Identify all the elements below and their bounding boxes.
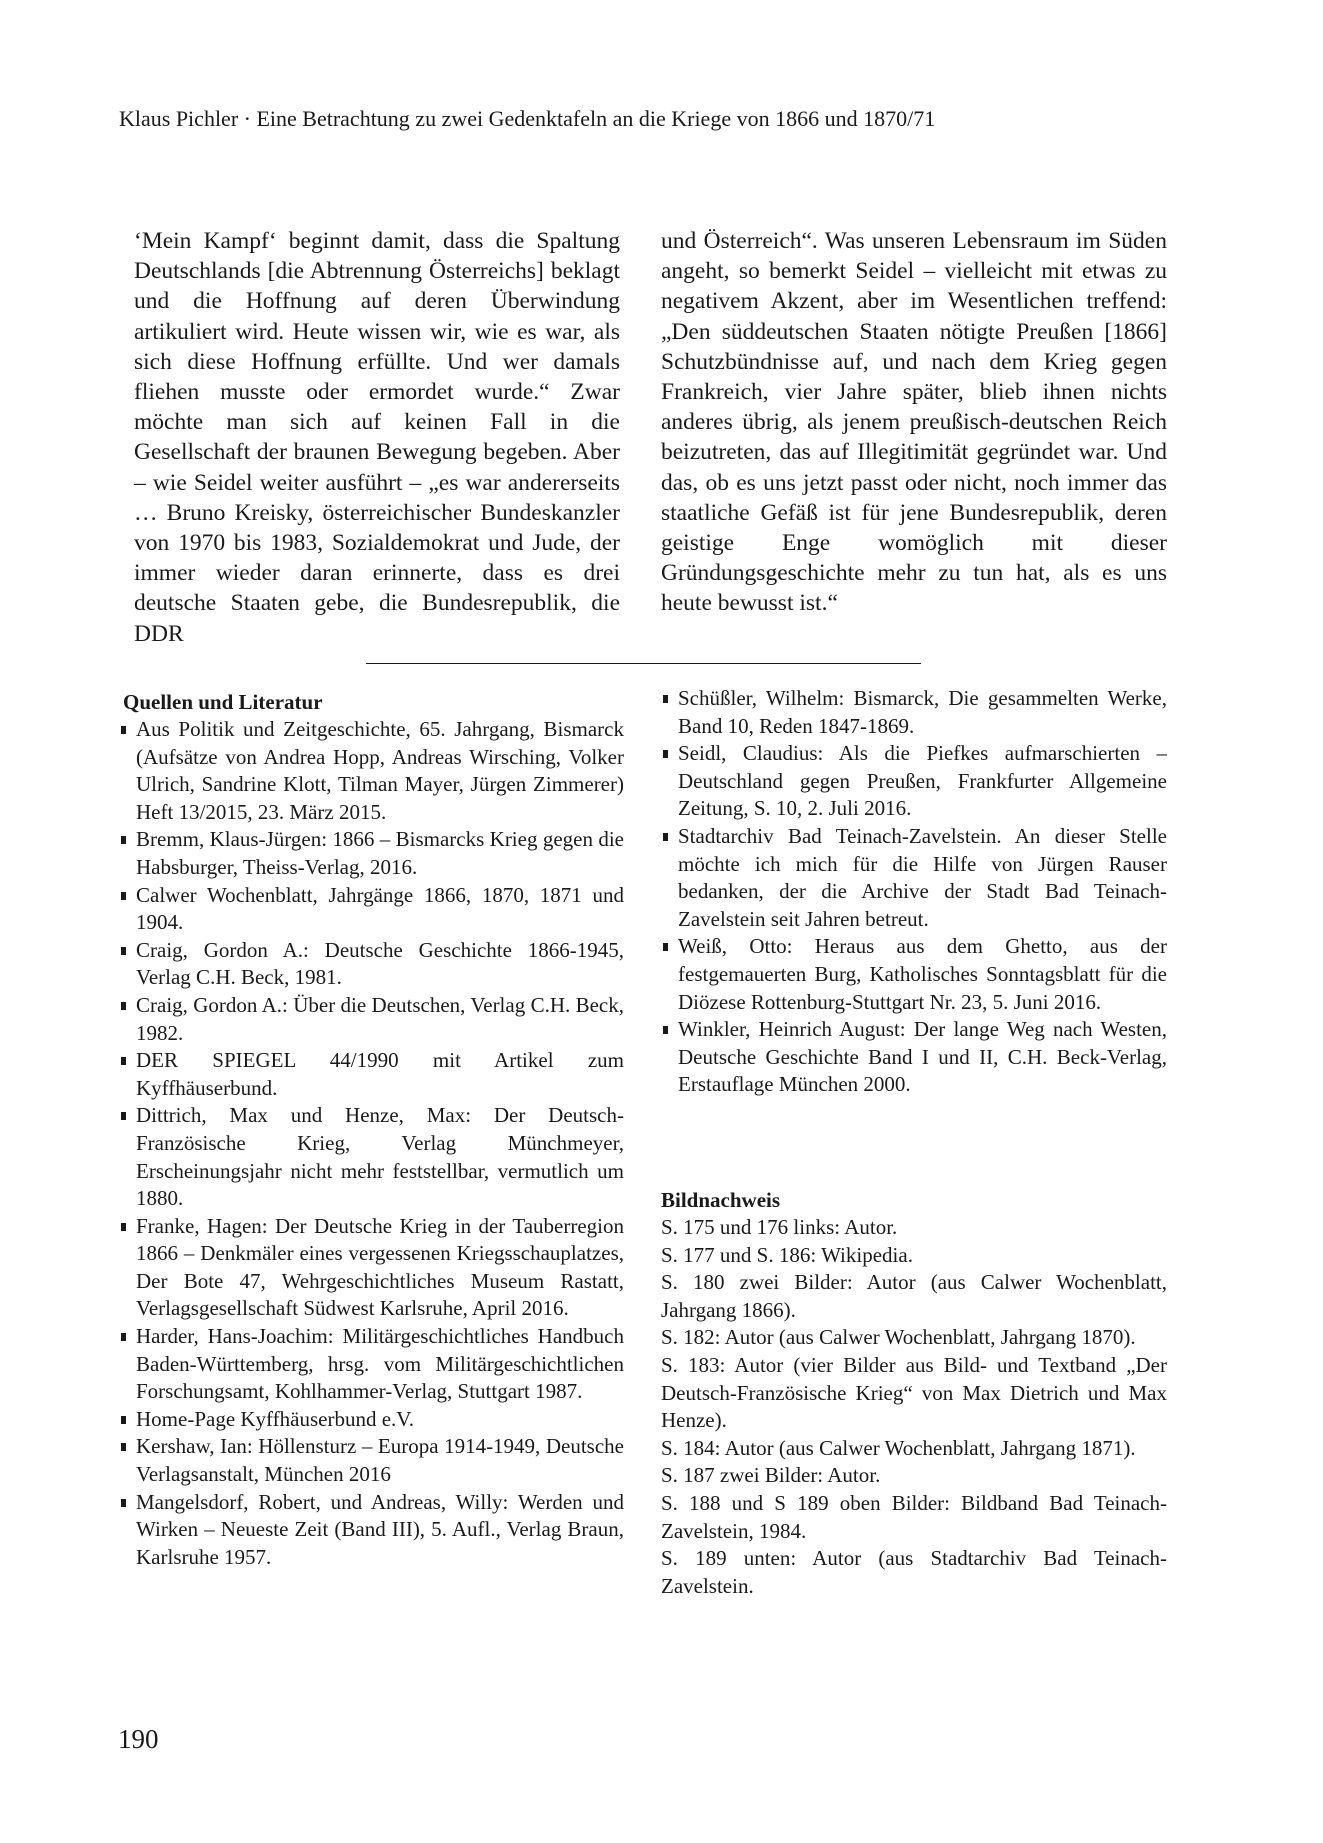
body-paragraph-right: und Österreich“. Was unseren Lebensraum im Süden angeht, so bemerkt Seidel – vielleicht mit etwas zu negativem Akzent, aber im Wesentlichen treffend: „Den süddeutschen Staaten nötigte Preußen [1866] Schutzbündnisse auf, und nach dem Krieg gegen Frankreich, vier Jahre später, blieb ihnen nichts anderes übrig, als jenem preußisch-deutschen Reich beizutreten, das auf Illegitimität gegründet war. Und das, ob es uns jetzt passt oder nicht, noch immer das staatliche Gefäß ist für jene Bundesrepublik, deren geistige Enge womöglich mit dieser Gründungsgeschichte mehr zu tun hat, als es uns heute bewusst ist.“: [661, 228, 1167, 617]
image-credits: [661, 1186, 1167, 1600]
reference-item: Aus Politik und Zeitgeschichte, 65. Jahrgang, Bismarck (Aufsätze von Andrea Hopp, Andreas Wirsching, Volker Ulrich, Sandrine Klott, Tilman Mayer, Jürgen Zimmerer) Heft 13/2015, 23. März 2015.: [119, 716, 624, 826]
reference-item: Winkler, Heinrich August: Der lange Weg nach Westen, Deutsche Geschichte Band I und II, C.H. Beck-Verlag, Erstauflage München 2000.: [661, 1016, 1167, 1099]
reference-item: Craig, Gordon A.: Über die Deutschen, Verlag C.H. Beck, 1982.: [119, 992, 624, 1047]
body-text-right-column: [661, 226, 1167, 619]
reference-item: Dittrich, Max und Henze, Max: Der Deutsch-Französische Krieg, Verlag Münchmeyer, Erscheinungsjahr nicht mehr feststellbar, vermutlich um 1880.: [119, 1102, 624, 1212]
body-text-left-column: [134, 226, 620, 649]
reference-item: Seidl, Claudius: Als die Piefkes aufmarschierten – Deutschland gegen Preußen, Frankfurter Allgemeine Zeitung, S. 10, 2. Juli 2016.: [661, 740, 1167, 823]
reference-item: Home-Page Kyffhäuserbund e.V.: [119, 1406, 624, 1434]
credits-heading: Bildnachweis: [661, 1188, 781, 1212]
credit-line: S. 175 und 176 links: Autor.: [661, 1215, 898, 1239]
body-paragraph-left: ‘Mein Kampf‘ beginnt damit, dass die Spaltung Deutschlands [die Abtrennung Österreichs] beklagt und die Hoffnung auf deren Überwindung artikuliert wird. Heute wissen wir, wie es war, als sich diese Hoffnung erfüllte. Und wer damals fliehen musste oder ermordet wurde.“ Zwar möchte man sich auf keinen Fall in die Gesellschaft der braunen Bewegung begeben. Aber – wie Seidel weiter ausführt – „es war andererseits … Bruno Kreisky, österreichischer Bundeskanzler von 1970 bis 1983, Sozialdemokrat und Jude, der immer wieder daran erinnerte, dass es drei deutsche Staaten gebe, die Bundesrepublik, die DDR: [134, 228, 620, 647]
reference-item: Mangelsdorf, Robert, und Andreas, Willy: Werden und Wirken – Neueste Zeit (Band III), 5. Aufl., Verlag Braun, Karlsruhe 1957.: [119, 1489, 624, 1572]
reference-item: Harder, Hans-Joachim: Militärgeschichtliches Handbuch Baden-Württemberg, hrsg. vom Militärgeschichtlichen Forschungsamt, Kohlhammer-Verlag, Stuttgart 1987.: [119, 1323, 624, 1406]
credit-line: S. 182: Autor (aus Calwer Wochenblatt, Jahrgang 1870).: [661, 1325, 1136, 1350]
credit-line: S. 189 unten: Autor (aus Stadtarchiv Bad Teinach-Zavelstein.: [661, 1546, 1167, 1598]
sources-list-right: [661, 685, 1167, 1099]
credit-line: S. 183: Autor (vier Bilder aus Bild- und Textband „Der Deutsch-Französische Krieg“ von Max Dietrich und Max Henze).: [661, 1352, 1167, 1433]
credit-line: S. 184: Autor (aus Calwer Wochenblatt, Jahrgang 1871).: [661, 1435, 1136, 1460]
running-header: Klaus Pichler · Eine Betrachtung zu zwei Gedenktafeln an die Kriege von 1866 und 1870/71: [119, 106, 936, 131]
credit-line: S. 180 zwei Bilder: Autor (aus Calwer Wochenblatt, Jahrgang 1866).: [661, 1270, 1167, 1322]
reference-item: Craig, Gordon A.: Deutsche Geschichte 1866-1945, Verlag C.H. Beck, 1981.: [119, 937, 624, 992]
reference-item: Schüßler, Wilhelm: Bismarck, Die gesammelten Werke, Band 10, Reden 1847-1869.: [661, 685, 1167, 740]
credit-line: S. 188 und S 189 oben Bilder: Bildband Bad Teinach-Zavelstein, 1984.: [661, 1490, 1167, 1543]
reference-item: Stadtarchiv Bad Teinach-Zavelstein. An dieser Stelle möchte ich mich für die Hilfe von Jürgen Rauser bedanken, der die Archive der Stadt Bad Teinach-Zavelstein seit Jahren betreut.: [661, 823, 1167, 933]
section-divider: [366, 663, 921, 664]
reference-item: Calwer Wochenblatt, Jahrgänge 1866, 1870, 1871 und 1904.: [119, 882, 624, 937]
reference-item: Bremm, Klaus-Jürgen: 1866 – Bismarcks Krieg gegen die Habsburger, Theiss-Verlag, 2016.: [119, 826, 624, 881]
sources-list-left: [119, 716, 624, 1571]
reference-item: DER SPIEGEL 44/1990 mit Artikel zum Kyffhäuserbund.: [119, 1047, 624, 1102]
page-number: 190: [118, 1724, 159, 1754]
reference-item: Franke, Hagen: Der Deutsche Krieg in der Tauberregion 1866 – Denkmäler eines vergessenen Kriegsschauplatzes, Der Bote 47, Wehrgeschichtliches Museum Rastatt, Verlagsgesellschaft Südwest Karlsruhe, April 2016.: [119, 1213, 624, 1323]
sources-left-column: [119, 688, 624, 1571]
sources-right-column: [661, 685, 1167, 1099]
credit-line: S. 177 und S. 186: Wikipedia.: [661, 1242, 913, 1267]
reference-item: Kershaw, Ian: Höllensturz – Europa 1914-1949, Deutsche Verlagsanstalt, München 2016: [119, 1433, 624, 1488]
sources-heading: Quellen und Literatur: [123, 690, 323, 714]
credit-line: S. 187 zwei Bilder: Autor.: [661, 1463, 881, 1488]
reference-item: Weiß, Otto: Heraus aus dem Ghetto, aus der festgemauerten Burg, Katholisches Sonntagsblatt für die Diözese Rottenburg-Stuttgart Nr. 23, 5. Juni 2016.: [661, 933, 1167, 1016]
